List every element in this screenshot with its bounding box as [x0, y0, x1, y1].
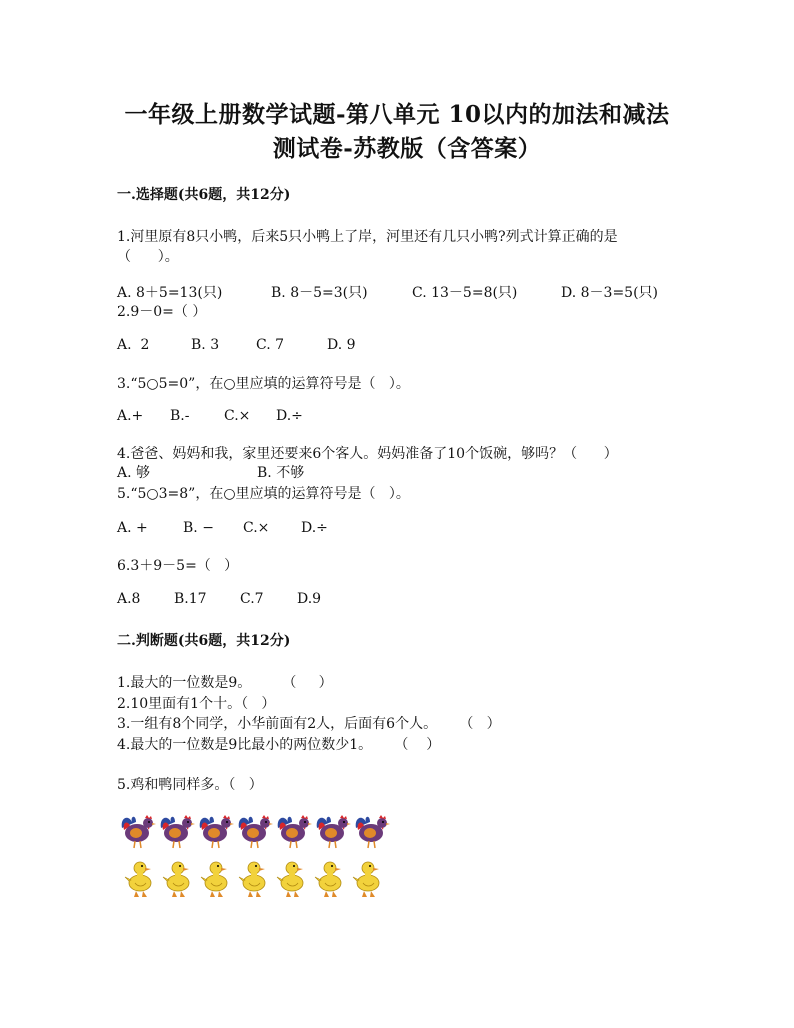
judge-item-4: 4.最大的一位数是9比最小的两位数少1。 （ ）	[117, 737, 441, 753]
duck-icon	[352, 855, 384, 899]
doc-title-line1: 一年级上册数学试题-第八单元 10以内的加法和减法	[124, 101, 670, 128]
judge-item-2: 2.10里面有1个十。（ ）	[117, 696, 276, 712]
rooster-icon	[274, 810, 313, 850]
judge-item-1: 1.最大的一位数是9。 （ ）	[117, 675, 333, 691]
q1-option-c: C. 13－5=8(只)	[412, 285, 518, 301]
q5-option-a: A. +	[117, 520, 148, 536]
doc-title-line2: 测试卷-苏教版（含答案）	[272, 135, 542, 162]
duck-icon	[200, 855, 232, 899]
q2-text: 2.9－0=（ ）	[117, 304, 207, 320]
q5-option-c: C.×	[243, 520, 270, 536]
rooster-icon	[118, 810, 157, 850]
q6-option-c: C.7	[240, 591, 264, 607]
q1-text-line2: （ ）。	[117, 249, 179, 265]
judge-item-3: 3.一组有8个同学，小华前面有2人，后面有6个人。 （ ）	[117, 716, 501, 732]
q1-option-a: A. 8＋5=13(只)	[117, 285, 223, 301]
q2-option-b: B. 3	[191, 337, 220, 353]
judge-item-5: 5.鸡和鸭同样多。（ ）	[117, 777, 263, 793]
rooster-icon	[157, 810, 196, 850]
duck-icon	[124, 855, 156, 899]
q2-option-d: D. 9	[327, 337, 356, 353]
rooster-icon	[196, 810, 235, 850]
q2-option-a: A. 2	[117, 337, 150, 353]
section2-heading: 二.判断题(共6题，共12分)	[117, 633, 291, 649]
rooster-icon	[235, 810, 274, 850]
q1-option-b: B. 8－5=3(只)	[271, 285, 368, 301]
q3-text: 3.“5○5=0”，在○里应填的运算符号是（ ）。	[117, 376, 410, 392]
duck-row	[124, 855, 384, 899]
q4-option-b: B. 不够	[257, 465, 305, 481]
q3-option-d: D.÷	[276, 408, 303, 424]
q2-option-c: C. 7	[256, 337, 285, 353]
q5-text: 5.“5○3=8”，在○里应填的运算符号是（ ）。	[117, 486, 410, 502]
q4-option-a: A. 够	[117, 465, 151, 481]
q3-option-a: A.+	[117, 408, 144, 424]
rooster-icon	[313, 810, 352, 850]
q1-text-line1: 1.河里原有8只小鸭，后来5只小鸭上了岸，河里还有几只小鸭?列式计算正确的是	[117, 229, 618, 245]
duck-icon	[238, 855, 270, 899]
q6-option-b: B.17	[174, 591, 207, 607]
duck-icon	[276, 855, 308, 899]
q4-text: 4.爸爸、妈妈和我，家里还要来6个客人。妈妈准备了10个饭碗，够吗？（ ）	[117, 446, 618, 462]
q6-text: 6.3＋9－5=（ ）	[117, 558, 239, 574]
q3-option-b: B.-	[170, 408, 190, 424]
duck-icon	[314, 855, 346, 899]
rooster-row	[118, 810, 391, 850]
q5-option-d: D.÷	[301, 520, 328, 536]
q5-option-b: B. −	[183, 520, 214, 536]
duck-icon	[162, 855, 194, 899]
rooster-icon	[352, 810, 391, 850]
q6-option-a: A.8	[117, 591, 141, 607]
section1-heading: 一.选择题(共6题，共12分)	[117, 187, 291, 203]
q1-option-d: D. 8－3=5(只)	[561, 285, 659, 301]
q6-option-d: D.9	[297, 591, 322, 607]
q3-option-c: C.×	[224, 408, 251, 424]
